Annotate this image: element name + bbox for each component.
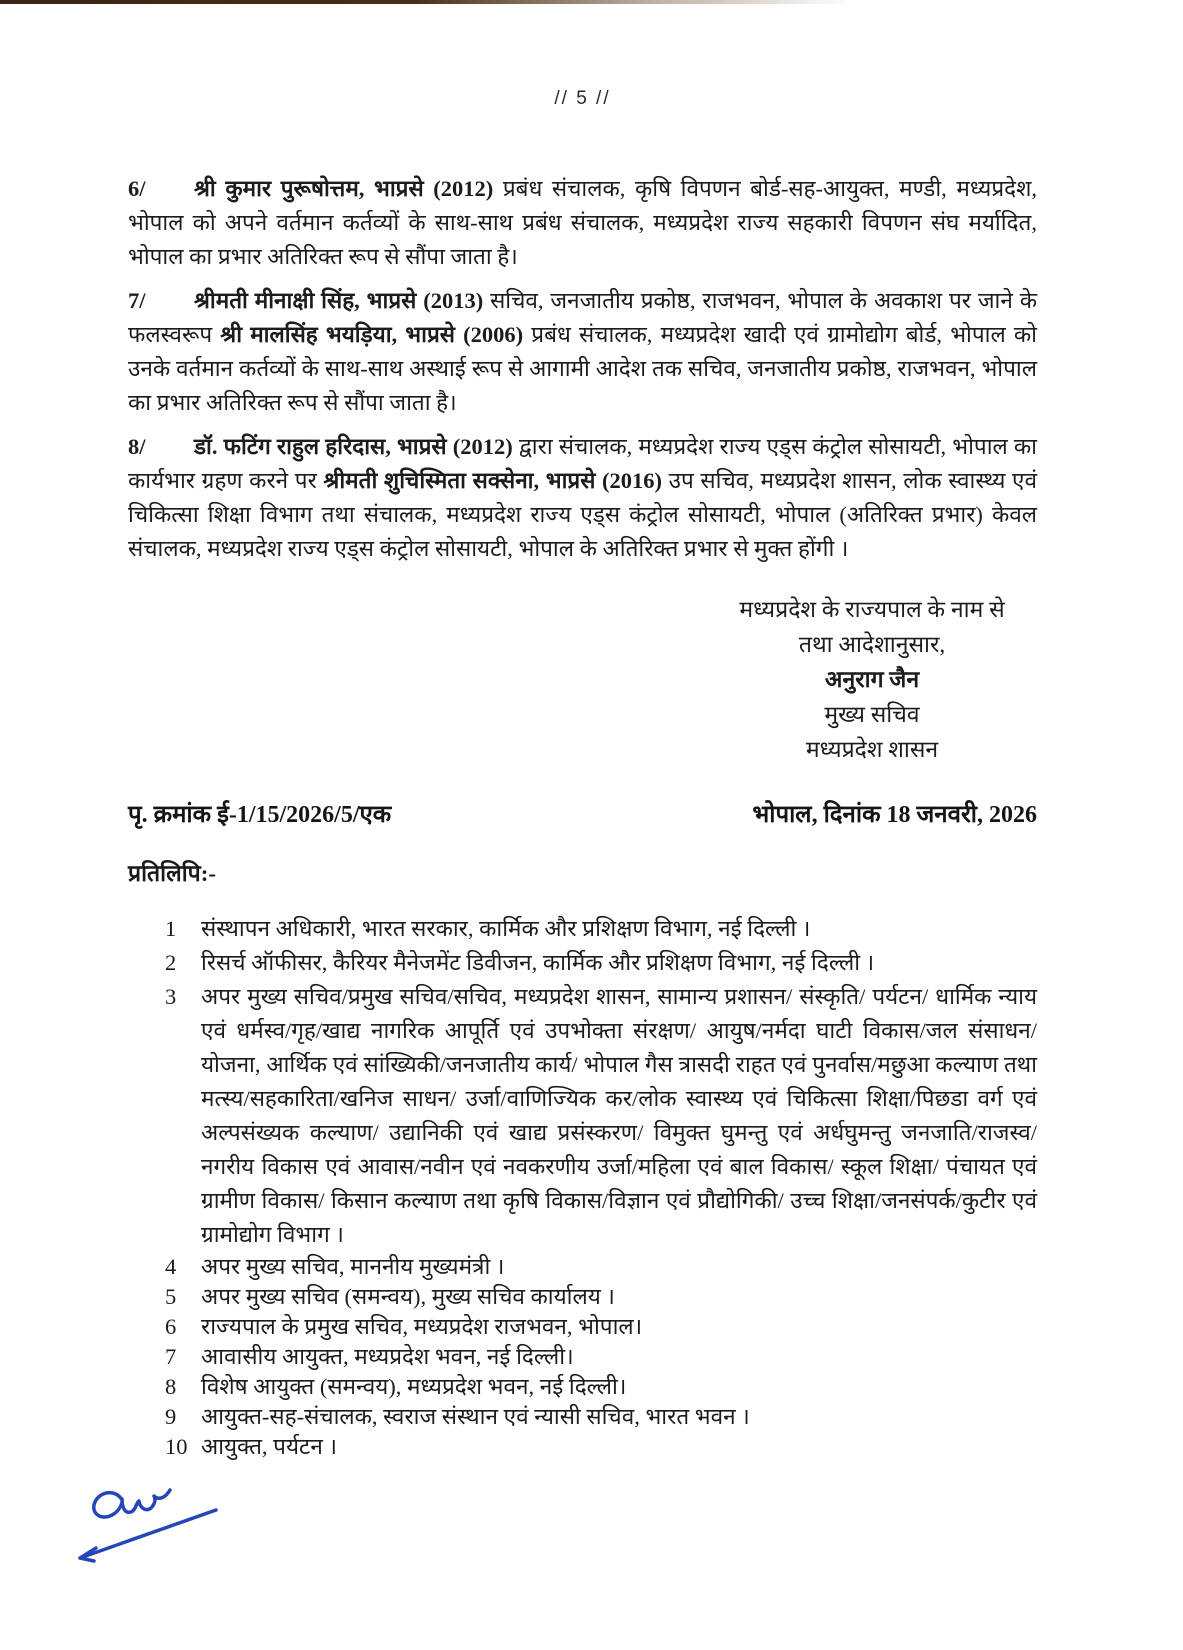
paragraph-text: प्रबंध संचालक, मध्यप्रदेश खादी एवं ग्रामोद्योग बोर्ड, भोपाल को उनके वर्तमान कर्तव्यों के साथ-साथ अस्थाई रूप से आगामी आदेश तक सचिव, जनजातीय प्रकोष्ठ, राजभवन, भोपाल का प्रभार अतिरिक्त रूप से सौंपा जाता है। [128, 322, 1037, 415]
officer-name-bold: श्रीमती मीनाक्षी सिंह, भाप्रसे (2013) [194, 288, 484, 313]
list-item [128, 1402, 1037, 1432]
list-item [128, 1432, 1037, 1462]
list-item [128, 980, 1037, 1252]
officer-name-bold: श्रीमती शुचिस्मिता सक्सेना, भाप्रसे (2016) [323, 468, 663, 493]
list-item-number: 7 [165, 1344, 177, 1369]
list-item-number: 6 [165, 1314, 177, 1339]
signatory-name: अनुराग जैन [824, 667, 920, 692]
list-item-text: रिसर्च ऑफीसर, कैरियर मैनेजमेंट डिवीजन, कार्मिक और प्रशिक्षण विभाग, नई दिल्ली । [201, 950, 875, 975]
list-item [128, 1252, 1037, 1282]
paragraph-number: 7/ [128, 288, 146, 313]
list-item-number: 2 [165, 950, 177, 975]
paragraph-text: द्वारा संचालक, मध्यप्रदेश राज्य एड्स कंट्रोल सोसायटी, भोपाल का कार्यभार ग्रहण करने पर [128, 434, 1038, 493]
list-item-text: अपर मुख्य सचिव/प्रमुख सचिव/सचिव, मध्यप्रदेश शासन, सामान्य प्रशासन/ संस्कृति/ पर्यटन/ धार्मिक न्याय एवं धर्मस्व/गृह/खाद्य नागरिक आपूर्ति एवं उपभोक्ता संरक्षण/ आयुष/नर्मदा घाटी विकास/जल संसाधन/योजना, आर्थिक एवं सांख्यिकी/जनजातीय कार्य/ भोपाल गैस त्रासदी राहत एवं पुनर्वास/मछुआ कल्याण तथा मत्स्य/सहकारिता/खनिज साधन/ उर्जा/वाणिज्यिक कर/लोक स्वास्थ्य एवं चिकित्सा शिक्षा/पिछडा वर्ग एवं अल्पसंख्यक कल्याण/ उद्यानिकी एवं खाद्य प्रसंस्करण/ विमुक्त घुमन्तु एवं अर्धघुमन्तु जनजाति/राजस्व/नगरीय विकास एवं आवास/नवीन एवं नवकरणीय उर्जा/महिला एवं बाल विकास/ स्कूल शिक्षा/ पंचायत एवं ग्रामीण विकास/ किसान कल्याण तथा कृषि विकास/विज्ञान एवं प्रौद्योगिकी/ उच्च शिक्षा/जनसंपर्क/कुटीर एवं ग्रामोद्योग विभाग । [201, 984, 1037, 1247]
reference-row [128, 797, 1037, 830]
copies-list [128, 912, 1037, 1462]
paragraph-text: सचिव, जनजातीय प्रकोष्ठ, राजभवन, भोपाल के अवकाश पर जाने के फलस्वरूप [128, 288, 1037, 347]
list-item-number: 8 [165, 1374, 177, 1399]
list-item-number: 10 [165, 1434, 188, 1459]
list-item-number: 4 [165, 1254, 177, 1279]
copies-heading: प्रतिलिपि:- [128, 861, 217, 886]
list-item-number: 9 [165, 1404, 177, 1429]
list-item-number: 5 [165, 1284, 177, 1309]
list-item [128, 1282, 1037, 1312]
place-and-date: भोपाल, दिनांक 18 जनवरी, 2026 [752, 802, 1037, 828]
list-item-number: 1 [165, 916, 177, 941]
page-number: // 5 // [554, 88, 611, 109]
order-paragraph-8 [128, 430, 1037, 566]
list-item [128, 1342, 1037, 1372]
reference-number: पृ. क्रमांक ई-1/15/2026/5/एक [128, 802, 392, 828]
list-item [128, 946, 1037, 980]
list-item [128, 1372, 1037, 1402]
list-item [128, 912, 1037, 946]
list-item-text: आवासीय आयुक्त, मध्यप्रदेश भवन, नई दिल्ली। [201, 1344, 574, 1369]
list-item [128, 1312, 1037, 1342]
list-item-text: अपर मुख्य सचिव (समन्वय), मुख्य सचिव कार्यालय । [201, 1284, 615, 1309]
signatory-designation: मुख्य सचिव [824, 702, 920, 727]
handwritten-signature-mark [58, 1470, 273, 1580]
scan-edge-artifact [0, 0, 1183, 4]
order-paragraph-7 [128, 284, 1037, 420]
list-item-text: आयुक्त, पर्यटन । [201, 1434, 337, 1459]
by-order-line: मध्यप्रदेश के राज्यपाल के नाम से [739, 597, 1005, 622]
paragraph-number: 8/ [128, 434, 146, 459]
list-item-text: राज्यपाल के प्रमुख सचिव, मध्यप्रदेश राजभवन, भोपाल। [201, 1314, 643, 1339]
signature-block [707, 592, 1037, 767]
officer-name-bold: श्री मालसिंह भयड़िया, भाप्रसे (2006) [220, 322, 524, 347]
signatory-organization: मध्यप्रदेश शासन [805, 737, 939, 762]
officer-name-bold: श्री कुमार पुरूषोत्तम, भाप्रसे (2012) [194, 176, 494, 201]
list-item-text: विशेष आयुक्त (समन्वय), मध्यप्रदेश भवन, नई दिल्ली। [201, 1374, 627, 1399]
signature-squiggle [94, 1490, 170, 1517]
list-item-text: संस्थापन अधिकारी, भारत सरकार, कार्मिक और प्रशिक्षण विभाग, नई दिल्ली । [201, 916, 811, 941]
paragraph-text: प्रबंध संचालक, कृषि विपणन बोर्ड-सह-आयुक्त, मण्डी, मध्यप्रदेश, भोपाल को अपने वर्तमान कर्तव्यों के साथ-साथ प्रबंध संचालक, मध्यप्रदेश राज्य सहकारी विपणन संघ मर्यादित, भोपाल का प्रभार अतिरिक्त रूप से सौंपा जाता है। [128, 176, 1037, 269]
as-per-order-line: तथा आदेशानुसार, [798, 632, 946, 657]
paragraph-number: 6/ [128, 176, 146, 201]
order-paragraph-6 [128, 172, 1037, 274]
list-item-number: 3 [165, 984, 177, 1009]
paragraph-text: उप सचिव, मध्यप्रदेश शासन, लोक स्वास्थ्य एवं चिकित्सा शिक्षा विभाग तथा संचालक, मध्यप्रदेश राज्य एड्स कंट्रोल सोसायटी, भोपाल (अतिरिक्त प्रभार) केवल संचालक, मध्यप्रदेश राज्य एड्स कंट्रोल सोसायटी, भोपाल के अतिरिक्त प्रभार से मुक्त होंगी । [128, 468, 1037, 561]
list-item-text: आयुक्त-सह-संचालक, स्वराज संस्थान एवं न्यासी सचिव, भारत भवन । [201, 1404, 750, 1429]
officer-name-bold: डॉ. फटिंग राहुल हरिदास, भाप्रसे (2012) [194, 434, 513, 459]
list-item-text: अपर मुख्य सचिव, माननीय मुख्यमंत्री । [201, 1254, 505, 1279]
